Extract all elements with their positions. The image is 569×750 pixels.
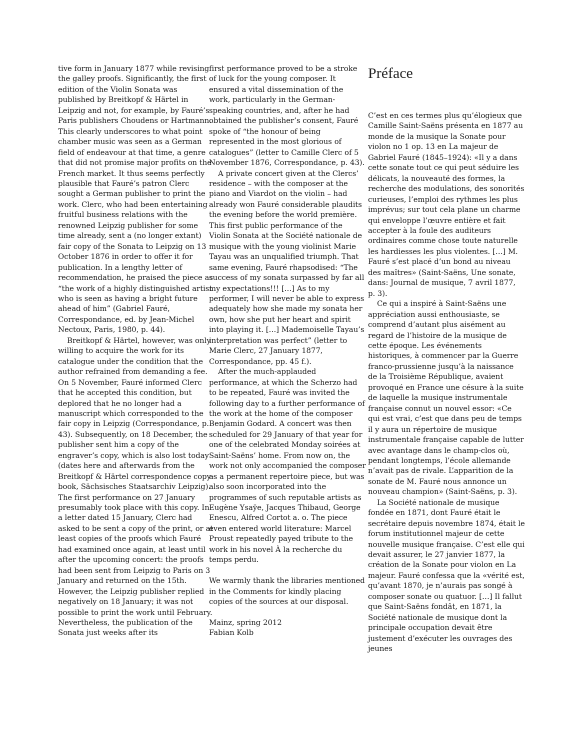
- paragraph: Breitkopf & Härtel, however, was only willing to acquire the work for its catalogue under the condition that the author refrained from demanding a fee. On 5 November, Fauré informed Clerc that he accepted this condition, but deplored that he no longer had a manuscript which corresponded to the fair copy in Leipzig (Correspondance, p. 43). Subsequently, on 18 December, the publisher sent him a copy of the engraver’s copy, which is also lost today (dates here and afterwards from the Breitkopf & Härtel correspondence copy-book, Sächsisches Staatsarchiv Leipzig). The first performance on 27 January presumably took place with this copy. In a letter dated 15 January, Clerc had asked to be sent a copy of the print, or at least copies of the proofs which Fauré had examined once again, at least until after the upcoming concert: the proofs had been sent from Leipzig to Paris on 3 January and returned on the 15th. However, the Leipzig publisher replied negatively on 18 January; it was not possible to print the work until February. Nevertheless, the publication of the Sonata just weeks after its: [58, 335, 214, 638]
- paragraph: After the much-applauded performance, at which the Scherzo had to be repeated, Fauré was invited the following day to a further performance of the work at the home of the composer Benjamin Godard. A concert was then scheduled for 29 January of that year for one of the celebrated Monday soirées at Saint-Saëns’ home. From now on, the work not only accompanied the composer as a permanent repertoire piece, but was also soon incorporated into the programmes of such reputable artists as Eugène Ysaÿe, Jacques Thibaud, George Enescu, Alfred Cortot a. o. The piece even entered world literature: Marcel Proust repeatedly payed tribute to the work in his novel À la recherche du temps perdu.: [209, 367, 366, 565]
- paragraph: A private concert given at the Clercs’ residence – with the composer at the piano and Viardot on the violin – had already won Fauré considerable plaudits the evening before the world première. This first public performance of the Violin Sonata at the Société nationale de musique with the young violinist Marie Tayau was an unqualified triumph. That same evening, Fauré rhapsodised: “The success of my sonata surpassed by far all my expectations!!! […] As to my performer, I will never be able to express adequately how she made my sonata her own, how she put her heart and spirit into playing it. […] Mademoiselle Tayau’s interpretation was perfect” (letter to Marie Clerc, 27 January 1877, Correspondance, pp. 45 f.).: [209, 168, 365, 366]
- acknowledgement: We warmly thank the libraries mentioned in the Comments for kindly placing copies of the sources at our disposal.: [209, 576, 365, 607]
- paragraph: first performance proved to be a stroke of luck for the young composer. It ensured a vital dissemination of the work, particularly in the German-speaking countries, and, after he had obtained the publisher’s consent, Fauré spoke of “the honour of being represented in the most glorious of catalogues” (letter to Camille Clerc of 5 November 1876, Correspondance, p. 43).: [209, 64, 365, 168]
- paragraph: tive form in January 1877 while revising the galley proofs. Significantly, the first edition of the Violin Sonata was published by Breitkopf & Härtel in Leipzig and not, for example, by Fauré’s Paris publishers Choudens or Hartmann. This clearly underscores to what point chamber music was seen as a German field of endeavour at that time, a genre that did not promise major profits on the French market. It thus seems perfectly plausible that Fauré’s patron Clerc sought a German publisher to print the work. Clerc, who had been entertaining fruitful business relations with the renowned Leipzig publisher for some time already, sent a (no longer extant) fair copy of the Sonata to Leipzig on 13 October 1876 in order to offer it for publication. In a lengthy letter of recommendation, he praised the piece as “the work of a highly distinguished artist who is seen as having a bright future ahead of him” (Gabriel Fauré, Correspondance, ed. by Jean-Michel Nectoux, Paris, 1980, p. 44).: [58, 64, 213, 335]
- paragraph: La Société nationale de musique fondée en 1871, dont Fauré était le secrétaire depuis novembre 1874, était le forum institutionnel majeur de cette nouvelle musique française. C’est elle qui devait assurer, le 27 janvier 1877, la création de la Sonate pour violon en La majeur. Fauré confessa que la «vérité est, qu’avant 1870, je n’aurais pas songé à composer sonate ou quatuor. […] Il fallut que Saint-Saëns fondât, en 1871, la Société nationale de musique dont la principale occupation devait être justement d’exécuter les ouvrages des jeunes: [368, 497, 525, 654]
- section-heading: Préface: [368, 66, 413, 82]
- column-english-middle: [209, 64, 366, 639]
- column-english-left: [58, 64, 215, 639]
- paragraph: C’est en ces termes plus qu’élogieux que Camille Saint-Saëns présenta en 1877 au monde de la musique la Sonate pour violon no 1 op. 13 en La majeur de Gabriel Fauré (1845–1924): «Il y a dans cette sonate tout ce qui peut séduire les délicats, la nouveauté des formes, la recherche des modulations, des sonorités curieuses, l’emploi des rythmes les plus imprévus; sur tout cela plane un charme qui enveloppe l’œuvre entière et fait accepter à la foule des auditeurs ordinaires comme chose toute naturelle les hardiesses les plus violentes. […] M. Fauré s’est placé d’un bond au niveau des maîtres» (Saint-Saëns, Une sonate, dans: Journal de musique, 7 avril 1877, p. 3).: [368, 111, 525, 298]
- author-signature: Fabian Kolb: [209, 628, 254, 638]
- place-date: Mainz, spring 2012: [209, 617, 282, 627]
- column-french-right: [368, 111, 525, 655]
- paragraph: Ce qui a inspiré à Saint-Saëns une appréciation aussi enthousiaste, se comprend d’autant plus aisément au regard de l’histoire de la musique de cette époque. Les événements historiques, à commencer par la Guerre franco-prussienne jusqu’à la naissance de la Troisième République, avaient provoqué en France une césure à la suite de laquelle la musique instrumentale française connut un nouvel essor: «Ce qui est vrai, c’est que dans peu de temps il y aura un répertoire de musique instrumentale française capable de lutter avec avantage dans le champ-clos où, pendant longtemps, l’école allemande n’avait pas de rivale. L’apparition de la sonate de M. Fauré nous annonce un nouveau champion» (Saint-Saëns, p. 3).: [368, 299, 524, 497]
